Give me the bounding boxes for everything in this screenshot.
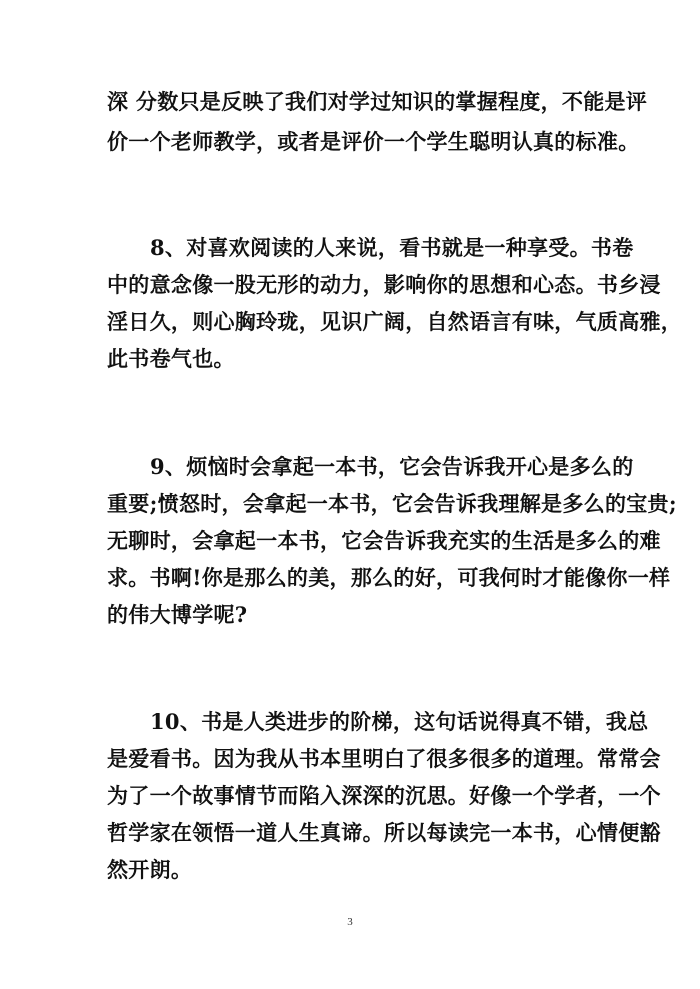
paragraph-8-line-3: 淫日久，则心胸玲珑，见识广阔，自然语言有味，气质高雅，: [107, 309, 683, 334]
paragraph-10-line-5: 然开朗。: [107, 857, 193, 882]
paragraph-8-line-4: 此书卷气也。: [107, 346, 235, 371]
paragraph-8-line-1: 8、对喜欢阅读的人来说，看书就是一种享受。书卷: [150, 235, 634, 260]
page-number: 3: [347, 916, 353, 928]
paragraph-9-line-5: 的伟大博学呢?: [107, 602, 248, 627]
paragraph-10-line-1: 10、书是人类进步的阶梯，这句话说得真不错，我总: [150, 709, 649, 734]
paragraph-9-line-1: 9、烦恼时会拿起一本书，它会告诉我开心是多么的: [150, 454, 634, 479]
paragraph-9-line-2: 重要;愤怒时，会拿起一本书，它会告诉我理解是多么的宝贵;: [107, 491, 677, 516]
paragraph-9-line-3: 无聊时，会拿起一本书，它会告诉我充实的生活是多么的难: [107, 528, 661, 553]
paragraph-9-line-4: 求。书啊!你是那么的美，那么的好，可我何时才能像你一样: [107, 565, 671, 590]
paragraph-10-line-3: 为了一个故事情节而陷入深深的沉思。好像一个学者，一个: [107, 783, 661, 808]
paragraph-10-line-2: 是爱看书。因为我从书本里明白了很多很多的道理。常常会: [107, 746, 661, 771]
paragraph-1-line-2: 价一个老师教学，或者是评价一个学生聪明认真的标准。: [107, 129, 640, 154]
paragraph-10-line-4: 哲学家在领悟一道人生真谛。所以每读完一本书，心情便豁: [107, 820, 661, 845]
paragraph-8-line-2: 中的意念像一股无形的动力，影响你的思想和心态。书乡浸: [107, 272, 661, 297]
paragraph-1-line-1: 深 分数只是反映了我们对学过知识的掌握程度，不能是评: [107, 89, 648, 114]
